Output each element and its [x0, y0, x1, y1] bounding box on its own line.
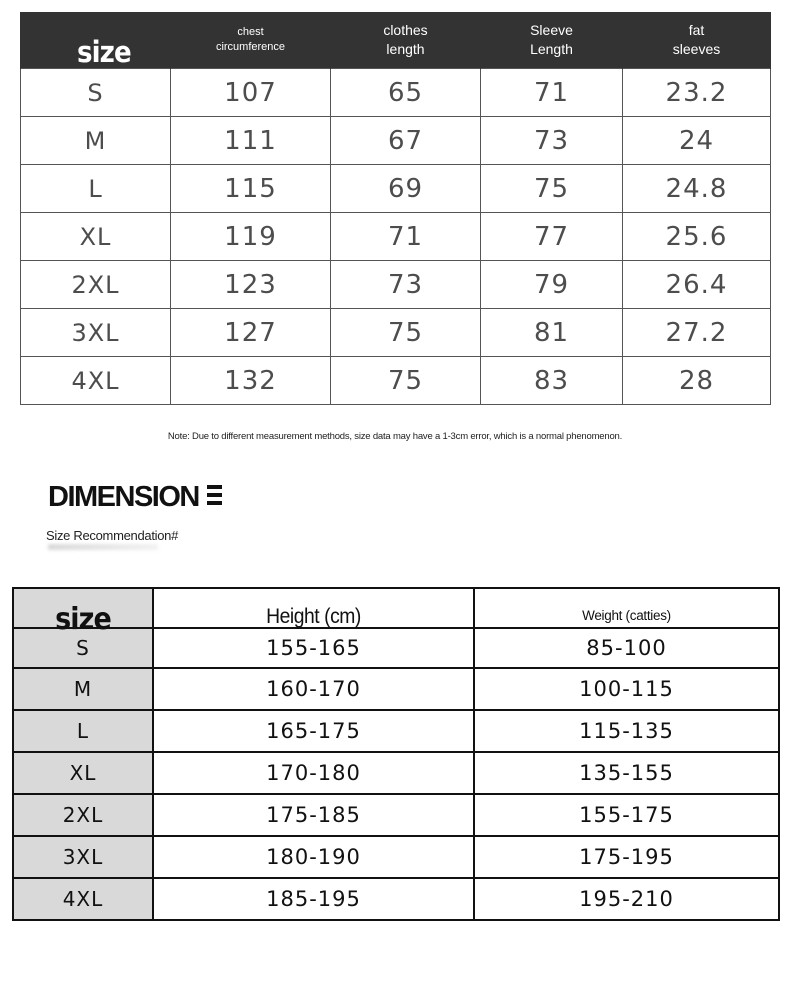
size-table — [20, 12, 771, 405]
header-size: size — [13, 588, 153, 628]
height-cell: 160-170 — [153, 668, 474, 710]
subtitle-reflection — [48, 544, 158, 550]
weight-cell: 135-155 — [474, 752, 779, 794]
size-cell: 3XL — [13, 836, 153, 878]
chest-cell: 123 — [171, 261, 331, 309]
size-recommendation-subtitle: Size Recommendation# — [46, 528, 179, 543]
size-cell: S — [21, 69, 171, 117]
sleeve-cell: 81 — [481, 309, 623, 357]
header-height: Height (cm) — [153, 588, 474, 628]
weight-cell: 100-115 — [474, 668, 779, 710]
size-cell: M — [13, 668, 153, 710]
size-cell: 2XL — [13, 794, 153, 836]
header-weight: Weight (catties) — [474, 588, 779, 628]
table-row — [13, 878, 779, 920]
table-row — [21, 69, 771, 117]
table-row — [21, 117, 771, 165]
table-row — [13, 628, 779, 668]
menu-lines-icon — [207, 485, 222, 505]
length-cell: 75 — [331, 357, 481, 405]
chest-cell: 132 — [171, 357, 331, 405]
length-cell: 71 — [331, 213, 481, 261]
size-cell: L — [21, 165, 171, 213]
weight-cell: 195-210 — [474, 878, 779, 920]
size-cell: 2XL — [21, 261, 171, 309]
height-cell: 185-195 — [153, 878, 474, 920]
table-row — [21, 357, 771, 405]
size-cell: 4XL — [21, 357, 171, 405]
size-cell: S — [13, 628, 153, 668]
chest-cell: 115 — [171, 165, 331, 213]
chest-cell: 111 — [171, 117, 331, 165]
size-cell: 3XL — [21, 309, 171, 357]
table-row — [13, 752, 779, 794]
fat-sleeve-cell: 24.8 — [623, 165, 771, 213]
size-cell: XL — [13, 752, 153, 794]
table-row — [13, 794, 779, 836]
dimension-title-text: DIMENSION — [48, 481, 199, 513]
header-chest-circumference: chest circumference — [171, 12, 331, 69]
recommendation-header-row — [13, 588, 779, 628]
size-table-header-row — [21, 12, 771, 69]
fat-sleeve-cell: 27.2 — [623, 309, 771, 357]
length-cell: 67 — [331, 117, 481, 165]
recommendation-table — [12, 587, 780, 921]
table-row — [13, 710, 779, 752]
sleeve-cell: 77 — [481, 213, 623, 261]
height-cell: 180-190 — [153, 836, 474, 878]
height-cell: 165-175 — [153, 710, 474, 752]
table-row — [21, 261, 771, 309]
size-cell: L — [13, 710, 153, 752]
table-row — [21, 165, 771, 213]
chest-cell: 119 — [171, 213, 331, 261]
weight-cell: 155-175 — [474, 794, 779, 836]
sleeve-cell: 79 — [481, 261, 623, 309]
size-cell: 4XL — [13, 878, 153, 920]
fat-sleeve-cell: 25.6 — [623, 213, 771, 261]
size-cell: XL — [21, 213, 171, 261]
height-cell: 175-185 — [153, 794, 474, 836]
length-cell: 65 — [331, 69, 481, 117]
weight-cell: 85-100 — [474, 628, 779, 668]
sleeve-cell: 75 — [481, 165, 623, 213]
header-fat-sleeves: fat sleeves — [623, 12, 771, 69]
height-cell: 155-165 — [153, 628, 474, 668]
weight-cell: 175-195 — [474, 836, 779, 878]
length-cell: 69 — [331, 165, 481, 213]
sleeve-cell: 71 — [481, 69, 623, 117]
height-cell: 170-180 — [153, 752, 474, 794]
fat-sleeve-cell: 28 — [623, 357, 771, 405]
weight-cell: 115-135 — [474, 710, 779, 752]
table-row — [13, 836, 779, 878]
fat-sleeve-cell: 23.2 — [623, 69, 771, 117]
table-row — [21, 213, 771, 261]
table-row — [13, 668, 779, 710]
chest-cell: 107 — [171, 69, 331, 117]
size-cell: M — [21, 117, 171, 165]
measurement-note: Note: Due to different measurement methods, size data may have a 1-3cm error, which is a normal phenomenon. — [167, 431, 623, 442]
sleeve-cell: 83 — [481, 357, 623, 405]
table-row — [21, 309, 771, 357]
header-size: size — [21, 12, 171, 69]
header-sleeve-length: Sleeve Length — [481, 12, 623, 69]
length-cell: 75 — [331, 309, 481, 357]
fat-sleeve-cell: 24 — [623, 117, 771, 165]
fat-sleeve-cell: 26.4 — [623, 261, 771, 309]
sleeve-cell: 73 — [481, 117, 623, 165]
header-clothes-length: clothes length — [331, 12, 481, 69]
dimension-title — [48, 481, 222, 514]
chest-cell: 127 — [171, 309, 331, 357]
length-cell: 73 — [331, 261, 481, 309]
